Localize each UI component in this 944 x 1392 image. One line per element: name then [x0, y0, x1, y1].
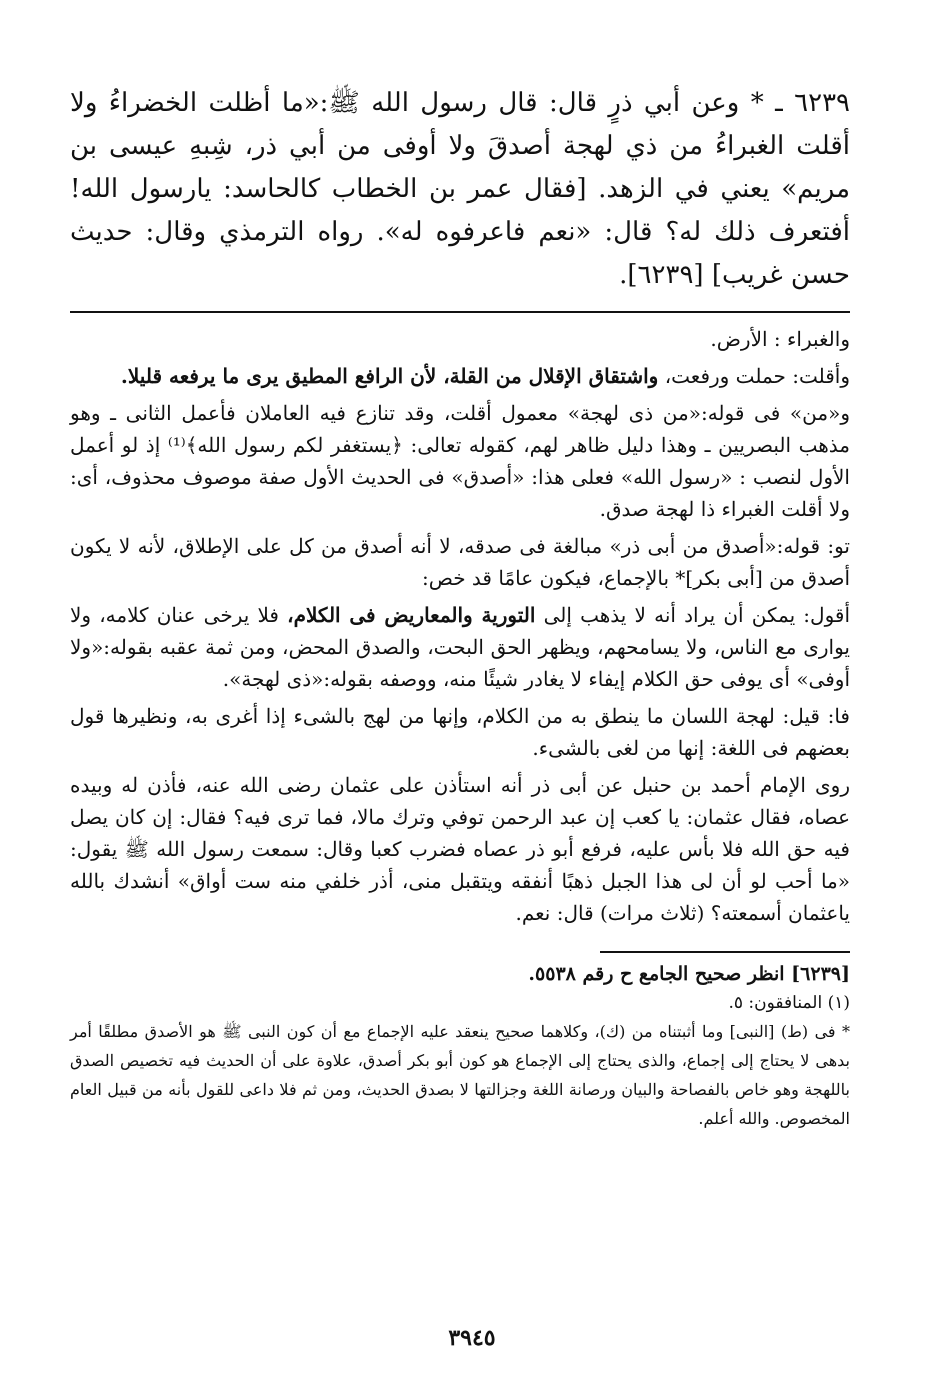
page-number: ٣٩٤٥ [448, 1325, 496, 1351]
commentary-section [70, 323, 850, 929]
commentary-paragraph: فا: قيل: لهجة اللسان ما ينطق به من الكلام، وإنها من لهج بالشىء إذا أغرى به، ونظيرها قول بعضهم فى اللغة: إنها من لغى بالشىء. [70, 704, 850, 760]
main-divider [70, 311, 850, 313]
commentary-text: وأقلت: حملت ورفعت، [658, 364, 850, 388]
footnote-divider [600, 951, 850, 953]
commentary-text: فلا يرخى عنان كلامه، ولا يوارى مع الناس، ولا يسامحهم، ويظهر الحق البحت، والصدق المحض، ومن ثمة عقبه بقوله:«ولا أوفى» أى يوفى حق الكلام إيفاء لا يغادر شيئًا منه، ووصفه بقوله:«ذى لهجة». [70, 603, 850, 691]
commentary-paragraph: روى الإمام أحمد بن حنبل عن أبى ذر أنه استأذن على عثمان رضى الله عنه، فأذن له وبيده عصاه، فقال عثمان: يا كعب إن عبد الرحمن توفي وترك مالا، فما ترى فيه؟ فقال: إن كان يصل فيه حق الله فلا بأس عليه، فرفع أبو ذر عصاه فضرب كعبا وقال: سمعت رسول الله ﷺ يقول: «ما أحب لو أن لى هذا الجبل ذهبًا أنفقه ويتقبل منى، أذر خلفي منه ست أواق» أنشدك بالله ياعثمان أسمعته؟ (ثلاث مرات) قال: نعم. [70, 773, 850, 925]
footnote-reference: [٦٢٣٩] انظر صحيح الجامع ح رقم ٥٥٣٨. [528, 963, 850, 985]
commentary-paragraph: و«من» فى قوله:«من ذى لهجة» معمول أقلت، وقد تنازع فيه العاملان فأعمل الثانى ـ وهو مذهب البصريين ـ وهذا دليل ظاهر لهم، كقوله تعالى: ﴿يستغفر لكم رسول الله﴾⁽¹⁾ إذ لو أعمل الأول لنصب : «رسول الله» فعلى هذا: «أصدق» فى الحديث الأول صفة موصوف محذوف، أى: ولا أقلت الغبراء ذا لهجة صدق. [70, 401, 850, 521]
commentary-paragraph [70, 599, 850, 695]
page-body [70, 82, 850, 1133]
commentary-paragraph: تو: قوله:«أصدق من أبى ذر» مبالغة فى صدقه، لا أنه أصدق من كل على الإطلاق، لأنه لا يكون أصدق من [أبى بكر]* بالإجماع، فيكون عامًا قد خص: [70, 534, 850, 590]
commentary-bold: التورية والمعاريض فى الكلام، [287, 603, 536, 627]
footnote-star: * فى (ط) [النبى] وما أثبتناه من (ك)، وكلاهما صحيح ينعقد عليه الإجماع مع أن كون النبى ﷺ هو الأصدق مطلقًا أمر بدهى لا يحتاج إلى إجماع، والذى يحتاج إلى الإجماع هو كون أبو بكر أصدق، علاوة على أن الحديث فيه تخصيص الصدق باللهجة وهو خاص بالفصاحة والبيان ورصانة اللغة وجزالتها لا بصدق الحديث، ومن ثم فلا داعى للقول بأنه من قبيل العام المخصوص. والله أعلم. [70, 1022, 851, 1128]
hadith-text: ٦٢٣٩ ـ * وعن أبي ذرٍ قال: قال رسول الله ﷺ:«ما أظلت الخضراءُ ولا أقلت الغبراءُ من ذي لهجة أصدقَ ولا أوفى من أبي ذر، شِبهِ عيسى بن مريم» يعني في الزهد. [فقال عمر بن الخطاب كالحاسد: يارسول الله! أفتعرف ذلك له؟ قال: «نعم فاعرفوه له». رواه الترمذي وقال: حديث حسن غريب] [٦٢٣٩]. [70, 88, 850, 290]
commentary-text: أقول: يمكن أن يراد أنه لا يذهب إلى [535, 603, 851, 627]
footnote-1: (١) المنافقون: ٥. [728, 993, 850, 1013]
commentary-paragraph: والغبراء : الأرض. [710, 327, 850, 351]
commentary-bold: واشتقاق الإقلال من القلة، لأن الرافع المطيق يرى ما يرفعه قليلا. [120, 364, 659, 388]
commentary-paragraph [70, 360, 850, 392]
footnotes [70, 959, 850, 1133]
